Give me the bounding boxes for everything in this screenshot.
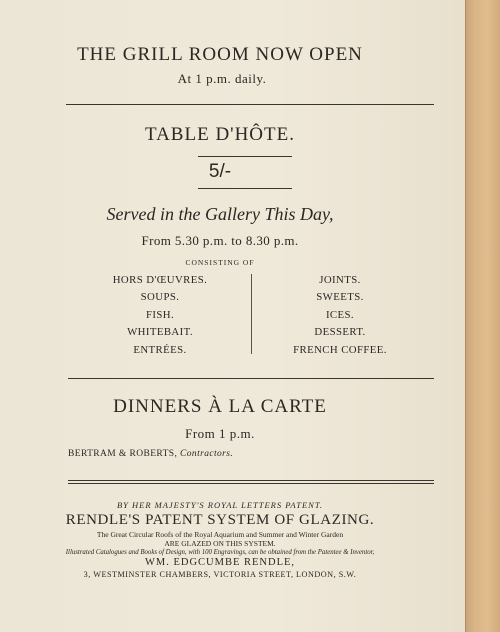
menu-item: ENTRÉES. <box>133 343 187 356</box>
menu-item: SOUPS. <box>140 291 180 304</box>
roofs-line-1: The Great Circular Roofs of the Royal Aquarium and Summer and Winter Garden <box>96 530 344 539</box>
menu-item: DESSERT. <box>314 326 366 339</box>
menu-item: ICES. <box>325 308 355 321</box>
menu-item: HORS D'ŒUVRES. <box>112 274 208 286</box>
contractors-name: BERTRAM & ROBERTS, <box>68 449 178 459</box>
carte-time: From 1 p.m. <box>185 426 255 441</box>
contractors-line <box>68 449 233 459</box>
glazing-title: RENDLE'S PATENT SYSTEM OF GLAZING. <box>65 512 375 528</box>
inventor-name: WM. EDGCUMBE RENDLE, <box>144 557 296 568</box>
price: 5/- <box>208 161 232 182</box>
roofs-line-2: ARE GLAZED ON THIS SYSTEM. <box>164 539 276 548</box>
contractors-label: Contractors. <box>180 449 234 459</box>
patent-line: BY HER MAJESTY'S ROYAL LETTERS PATENT. <box>116 500 324 510</box>
catalogue-line: Illustrated Catalogues and Books of Design, with 100 Engravings, can be obtained from the Patentee & Inventor, <box>65 549 375 556</box>
menu-item: JOINTS. <box>319 274 361 286</box>
address: 3, WESTMINSTER CHAMBERS, VICTORIA STREET, LONDON, S.W. <box>83 570 357 579</box>
divider-lower-1 <box>68 480 434 481</box>
served-line: Served in the Gallery This Day, <box>106 204 334 224</box>
carte-title: DINNERS À LA CARTE <box>113 396 327 417</box>
table-dhote-title: TABLE D'HÔTE. <box>145 124 295 145</box>
divider-lower-2 <box>68 483 434 484</box>
menu-item: FRENCH COFFEE. <box>293 343 387 356</box>
menu-column-right <box>280 272 400 359</box>
column-separator <box>251 274 252 354</box>
roofs-text <box>0 530 470 548</box>
consisting-of-label: CONSISTING OF <box>185 258 255 267</box>
paper-stain <box>465 0 500 632</box>
menu-column-left <box>100 272 220 359</box>
served-times: From 5.30 p.m. to 8.30 p.m. <box>141 233 299 248</box>
grill-room-hours: At 1 p.m. daily. <box>177 71 267 86</box>
price-rule-top <box>198 156 292 157</box>
menu-item: WHITEBAIT. <box>127 326 193 339</box>
menu-item: SWEETS. <box>316 291 364 304</box>
divider-middle <box>68 378 434 379</box>
price-rule-bottom <box>198 188 292 189</box>
divider-top <box>66 104 434 105</box>
menu-item: FISH. <box>145 308 175 321</box>
grill-room-title: THE GRILL ROOM NOW OPEN <box>77 44 363 65</box>
